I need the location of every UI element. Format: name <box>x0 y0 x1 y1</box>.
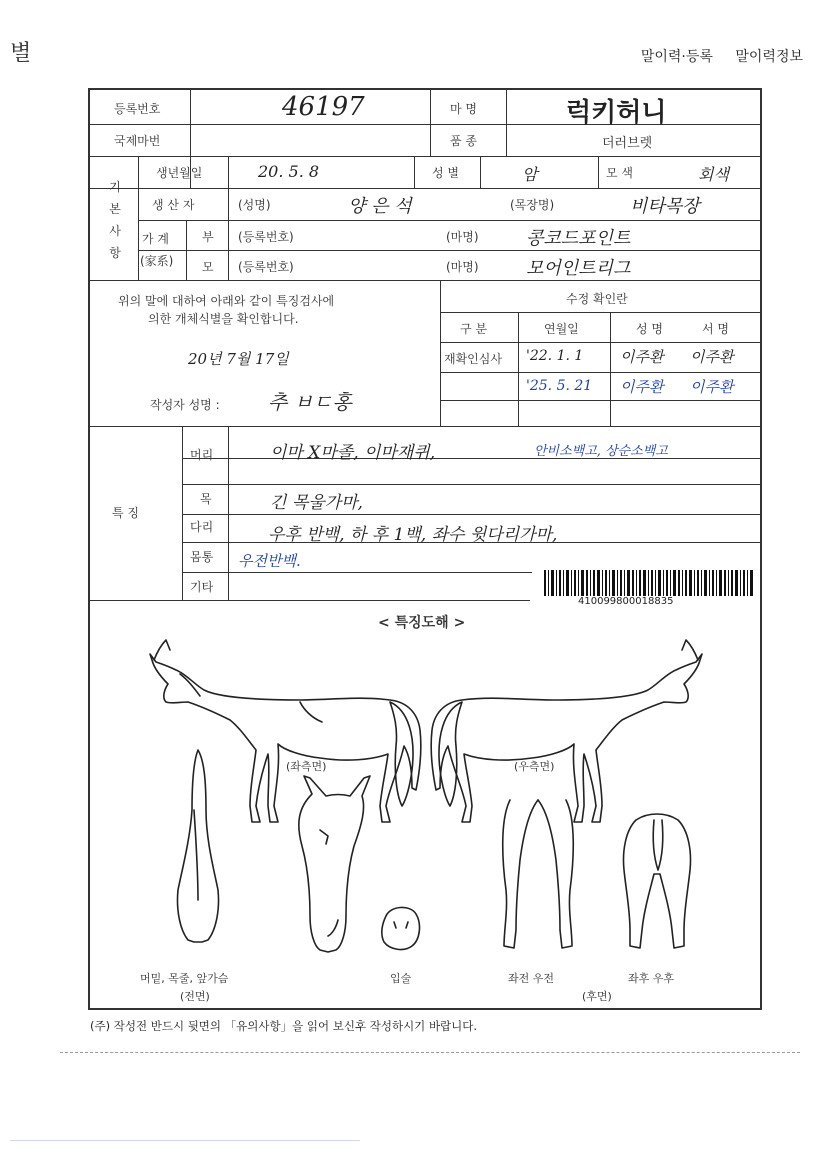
left-side-label: (좌측면) <box>286 760 327 773</box>
sex-value: 암 <box>522 165 538 184</box>
pedigree-hanja: (家系) <box>140 254 174 268</box>
body-label: 몸통 <box>190 550 214 564</box>
color-label: 모 색 <box>606 166 633 180</box>
revision-row1-type: 재확인심사 <box>444 352 502 366</box>
features-label: 특 징 <box>112 506 139 520</box>
breeder-name-sublabel: (성명) <box>238 198 271 212</box>
rear-view-outline <box>624 814 691 948</box>
head-value-blue: 안비소백고, 상순소백고 <box>534 444 668 459</box>
muzzle-outline <box>382 907 420 949</box>
head-value: 이마 X마졸, 이마재퀴, <box>270 443 436 463</box>
pedigree-label: 가 계 <box>142 232 169 246</box>
basic-info-label: 기 본 사 항 <box>109 180 121 260</box>
birth-value: 20. 5. 8 <box>258 162 320 181</box>
muzzle-label: 입술 <box>390 972 412 985</box>
revision-col-name: 성 명 <box>636 322 663 336</box>
breadcrumb-item-registration[interactable]: 말이력·등록 <box>640 49 713 65</box>
top-view-label: 머밑, 목줄, 앞가슴 <box>140 972 229 985</box>
breadcrumb-item-history-info[interactable]: 말이력정보 <box>735 49 803 65</box>
revision-title: 수정 확인란 <box>566 292 628 306</box>
front-legs-label: 좌전 우전 <box>508 972 555 985</box>
revision-row1-sign: 이주환 <box>690 348 734 366</box>
page-heading-fragment: 별 <box>10 41 32 66</box>
revision-row2-sign: 이주환 <box>690 378 734 396</box>
sex-label: 성 별 <box>432 166 459 180</box>
rear-legs-label: 좌후 우후 <box>628 972 675 985</box>
horse-registration-form <box>88 88 762 1010</box>
confirm-text-2: 의한 개체식별을 확인합니다. <box>148 312 299 326</box>
sire-name-sublabel: (마명) <box>446 230 479 244</box>
breadcrumb <box>623 46 803 66</box>
breeder-label: 생 산 자 <box>152 198 195 212</box>
revision-col-date: 연월일 <box>544 322 579 336</box>
barcode <box>544 570 754 596</box>
farm-value: 비타목장 <box>630 196 700 217</box>
author-value: 추 ㅂㄷ홍 <box>268 390 352 414</box>
dam-label: 모 <box>202 260 214 274</box>
reg-no-label: 등록번호 <box>114 102 161 116</box>
color-value: 회색 <box>698 165 729 184</box>
intl-no-label: 국제마번 <box>114 134 161 148</box>
right-side-horse-outline <box>431 640 702 822</box>
revision-row1-name: 이주환 <box>620 348 664 366</box>
sire-reg-no-sublabel: (등록번호) <box>238 230 294 244</box>
right-side-label: (우측면) <box>514 760 555 773</box>
barcode-number: 410099800018835 <box>578 596 674 607</box>
horse-name-value: 럭키허니 <box>566 98 667 128</box>
under-view-outline <box>177 750 218 942</box>
front-head-outline <box>299 776 370 952</box>
dam-name-sublabel: (마명) <box>446 260 479 274</box>
horse-diagram <box>90 610 762 1010</box>
dam-reg-no-sublabel: (등록번호) <box>238 260 294 274</box>
revision-row2-name: 이주환 <box>620 378 664 396</box>
footer-note: (주) 작성전 반드시 뒷면의 「유의사항」을 읽어 보신후 작성하시기 바랍니다. <box>90 1019 478 1033</box>
farm-sublabel: (목장명) <box>510 198 555 212</box>
breeder-value: 양 은 석 <box>348 196 412 217</box>
diagram-title: < 특징도해 > <box>378 615 466 631</box>
body-value: 우전반백. <box>238 552 301 570</box>
birth-label: 생년월일 <box>156 166 203 180</box>
neck-value: 긴 목울가마, <box>270 493 363 513</box>
breed-value: 더러브렛 <box>602 136 653 151</box>
confirm-date: 20년 7월 17일 <box>188 350 289 368</box>
sire-value: 콩코드포인트 <box>526 228 631 249</box>
neck-label: 목 <box>200 492 212 506</box>
divider <box>60 1052 800 1053</box>
head-label: 머리 <box>190 448 214 462</box>
front-label: (전면) <box>180 990 210 1003</box>
front-legs-outline <box>503 800 574 948</box>
author-label: 작성자 성명 : <box>150 398 220 412</box>
horse-name-label: 마 명 <box>450 102 477 116</box>
confirm-text-1: 위의 말에 대하여 아래와 같이 특징검사에 <box>118 294 335 308</box>
divider-bottom <box>10 1140 360 1141</box>
left-side-horse-outline <box>150 640 421 822</box>
revision-row1-date: '22. 1. 1 <box>526 348 584 364</box>
sire-label: 부 <box>202 230 214 244</box>
legs-value: 우후 반백, 하 후 1백, 좌수 윗다리가마, <box>268 525 558 545</box>
rear-label: (후면) <box>582 990 612 1003</box>
revision-row2-date: '25. 5. 21 <box>526 378 593 394</box>
breed-label: 품 종 <box>450 134 477 148</box>
revision-col-sign: 서 명 <box>702 322 729 336</box>
legs-label: 다리 <box>190 520 214 534</box>
dam-value: 모어인트리그 <box>526 258 631 279</box>
other-label: 기타 <box>190 580 214 594</box>
reg-no-value: 46197 <box>282 92 365 122</box>
revision-col-type: 구 분 <box>460 322 487 336</box>
